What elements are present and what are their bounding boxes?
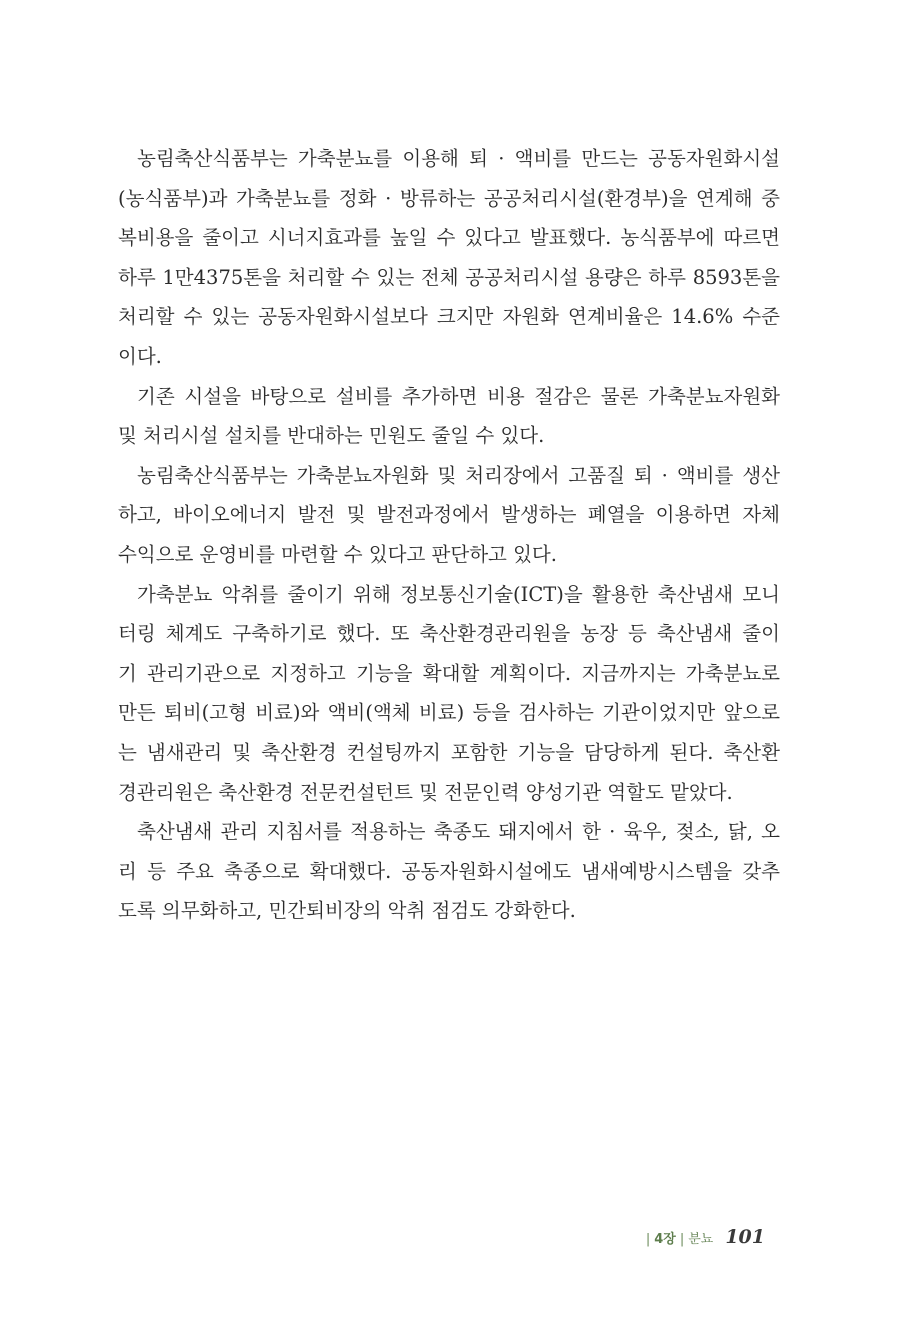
footer-separator: |: [679, 1232, 685, 1247]
text-line: 만든 퇴비(고형 비료)와 액비(액체 비료) 등을 검사하는 기관이었지만 앞으로: [118, 701, 780, 725]
body-text: [118, 139, 780, 931]
text-line: 농림축산식품부는 가축분뇨를 이용해 퇴 · 액비를 만드는 공동자원화시설: [137, 147, 780, 170]
footer-chapter: 4장: [654, 1232, 676, 1247]
text-line: 복비용을 줄이고 시너지효과를 높일 수 있다고 발표했다. 농식품부에 따르면: [118, 226, 780, 250]
text-line: 처리할 수 있는 공동자원화시설보다 크지만 자원화 연계비율은 14.6% 수준: [118, 305, 780, 329]
text-line: 축산냄새 관리 지침서를 적용하는 축종도 돼지에서 한 · 육우, 젖소, 닭, 오: [137, 820, 780, 844]
text-line: 이다.: [118, 344, 162, 368]
text-line: 리 등 주요 축종으로 확대했다. 공동자원화시설에도 냄새예방시스템을 갖추: [118, 859, 780, 883]
text-line: 는 냄새관리 및 축산환경 컨설팅까지 포함한 기능을 담당하게 된다. 축산환: [118, 740, 780, 764]
text-line: 하고, 바이오에너지 발전 및 발전과정에서 발생하는 폐열을 이용하면 자체: [118, 503, 780, 527]
page-footer: [642, 1226, 765, 1248]
text-line: 경관리원은 축산환경 전문컨설턴트 및 전문인력 양성기관 역할도 맡았다.: [118, 780, 733, 804]
text-line: 수익으로 운영비를 마련할 수 있다고 판단하고 있다.: [118, 542, 557, 566]
footer-separator: |: [645, 1232, 651, 1247]
text-line: (농식품부)과 가축분뇨를 정화 · 방류하는 공공처리시설(환경부)을 연계해 중: [118, 186, 780, 210]
text-line: 하루 1만4375톤을 처리할 수 있는 전체 공공처리시설 용량은 하루 8593톤을: [118, 265, 780, 289]
text-line: 도록 의무화하고, 민간퇴비장의 악취 점검도 강화한다.: [118, 899, 576, 923]
text-line: 터링 체계도 구축하기로 했다. 또 축산환경관리원을 농장 등 축산냄새 줄이: [118, 622, 780, 646]
text-line: 기 관리기관으로 지정하고 기능을 확대할 계획이다. 지금까지는 가축분뇨로: [118, 661, 780, 685]
footer-section: 분뇨: [688, 1232, 714, 1247]
text-line: 기존 시설을 바탕으로 설비를 추가하면 비용 절감은 물론 가축분뇨자원화: [137, 384, 780, 408]
page-number: 101: [725, 1226, 765, 1248]
text-line: 농림축산식품부는 가축분뇨자원화 및 처리장에서 고품질 퇴 · 액비를 생산: [137, 463, 780, 487]
text-line: 가축분뇨 악취를 줄이기 위해 정보통신기술(ICT)을 활용한 축산냄새 모니: [137, 582, 780, 606]
text-line: 및 처리시설 설치를 반대하는 민원도 줄일 수 있다.: [118, 424, 545, 448]
